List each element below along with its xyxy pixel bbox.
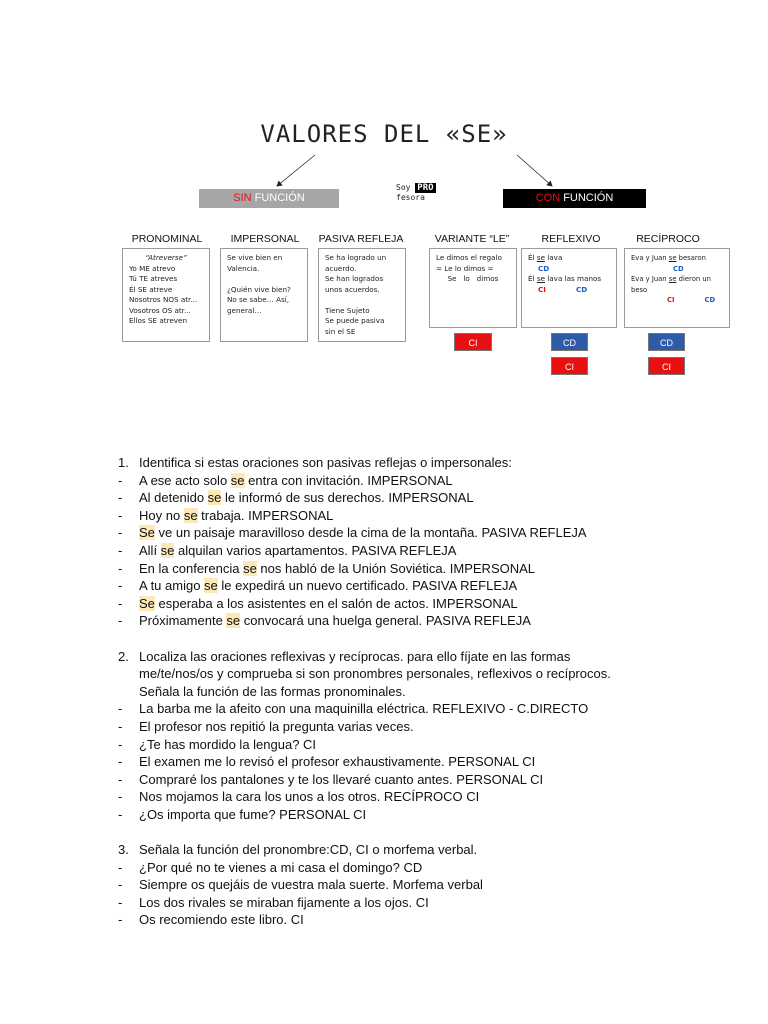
exercise-2-heading-cont: me/te/nos/os y comprueba si son pronombres personales, reflexivos o recíprocos. <box>139 666 611 682</box>
list-item: - Los dos rivales se miraban fijamente a los ojos. CI <box>118 894 429 910</box>
list-item: - Próximamente se convocará una huelga general. PASIVA REFLEJA <box>118 613 531 629</box>
list-item: - Se ve un paisaje maravilloso desde la cima de la montaña. PASIVA REFLEJA <box>118 525 587 541</box>
tag-reciproco-ci: CI <box>648 357 685 375</box>
arrow-to-sin <box>277 155 315 186</box>
column-header-reciproco: RECÍPROCO <box>636 233 700 245</box>
tag-variante-ci: CI <box>454 333 492 351</box>
list-item: - El examen me lo revisó el profesor exhaustivamente. PERSONAL CI <box>118 754 536 770</box>
list-item: - Se esperaba a los asistentes en el salón de actos. IMPERSONAL <box>118 595 518 611</box>
box-reflexivo: Él se lava CD Él se lava las manos CI CD <box>521 248 617 328</box>
list-item: - Allí se alquilan varios apartamentos. PASIVA REFLEJA <box>118 542 457 558</box>
list-item: - ¿Os importa que fume? PERSONAL CI <box>118 806 367 822</box>
list-item: - ¿Te has mordido la lengua? CI <box>118 736 317 752</box>
exercise-2-heading: 2. Localiza las oraciones reflexivas y recíprocas. para ello fíjate en las formas <box>118 648 571 664</box>
list-item: - A tu amigo se le expedirá un nuevo certificado. PASIVA REFLEJA <box>118 578 518 594</box>
column-header-pronominal: PRONOMINAL <box>131 233 203 245</box>
sin-funcion-bar: SIN FUNCIÓN <box>199 189 339 208</box>
logo: Soy PRO fesora <box>396 183 434 202</box>
exercises <box>118 454 718 929</box>
list-item: - Os recomiendo este libro. CI <box>118 912 304 928</box>
diagram-arrows <box>0 0 768 260</box>
list-item: - Compraré los pantalones y te los llevaré cuanto antes. PERSONAL CI <box>118 771 544 787</box>
list-item: - El profesor nos repitió la pregunta varias veces. <box>118 718 414 734</box>
box-reciproco: Eva y Juan se besaron CD Eva y Juan se dieron un beso CI CD <box>624 248 730 328</box>
box-impersonal: Se vive bien en Valencia. ¿Quién vive bien? No se sabe… Así, general… <box>220 248 308 342</box>
column-header-variante: VARIANTE “LE” <box>434 233 510 245</box>
box-pasiva: Se ha logrado un acuerdo. Se han logrados unos acuerdos. Tiene Sujeto Se puede pasiva sin el SE <box>318 248 406 342</box>
list-item: - ¿Por qué no te vienes a mi casa el domingo? CD <box>118 859 423 875</box>
tag-reciproco-cd: CD <box>648 333 685 351</box>
list-item: - La barba me la afeito con una maquinilla eléctrica. REFLEXIVO - C.DIRECTO <box>118 701 589 717</box>
tag-reflexivo-ci: CI <box>551 357 588 375</box>
list-item: - Nos mojamos la cara los unos a los otros. RECÍPROCO CI <box>118 789 480 805</box>
list-item: - Siempre os quejáis de vuestra mala suerte. Morfema verbal <box>118 877 483 893</box>
arrow-to-con <box>517 155 552 186</box>
column-header-pasiva: PASIVA REFLEJA <box>318 233 404 245</box>
page-title: VALORES DEL «SE» <box>260 120 508 148</box>
exercise-3-heading: 3. Señala la función del pronombre:CD, CI o morfema verbal. <box>118 842 478 858</box>
list-item: - A ese acto solo se entra con invitación. IMPERSONAL <box>118 472 453 488</box>
tag-reflexivo-cd: CD <box>551 333 588 351</box>
exercise-2-heading-cont: Señala la función de las formas pronominales. <box>139 683 406 699</box>
column-header-reflexivo: REFLEXIVO <box>541 233 601 245</box>
list-item: - Al detenido se le informó de sus derechos. IMPERSONAL <box>118 490 474 506</box>
box-pronominal: “Atreverse” Yo ME atrevo Tú TE atreves Él SE atreve Nosotros NOS atr... Vosotros OS atr... Ellos SE atreven <box>122 248 210 342</box>
exercise-1-heading: 1. Identifica si estas oraciones son pasivas reflejas o impersonales: <box>118 455 512 470</box>
list-item: - En la conferencia se nos habló de la Unión Soviética. IMPERSONAL <box>118 560 536 576</box>
column-header-impersonal: IMPERSONAL <box>230 233 300 245</box>
con-funcion-bar: CON FUNCIÓN <box>503 189 646 208</box>
list-item: - Hoy no se trabaja. IMPERSONAL <box>118 507 334 523</box>
box-variante: Le dimos el regalo = Le lo dimos = Se lo dimos <box>429 248 517 328</box>
